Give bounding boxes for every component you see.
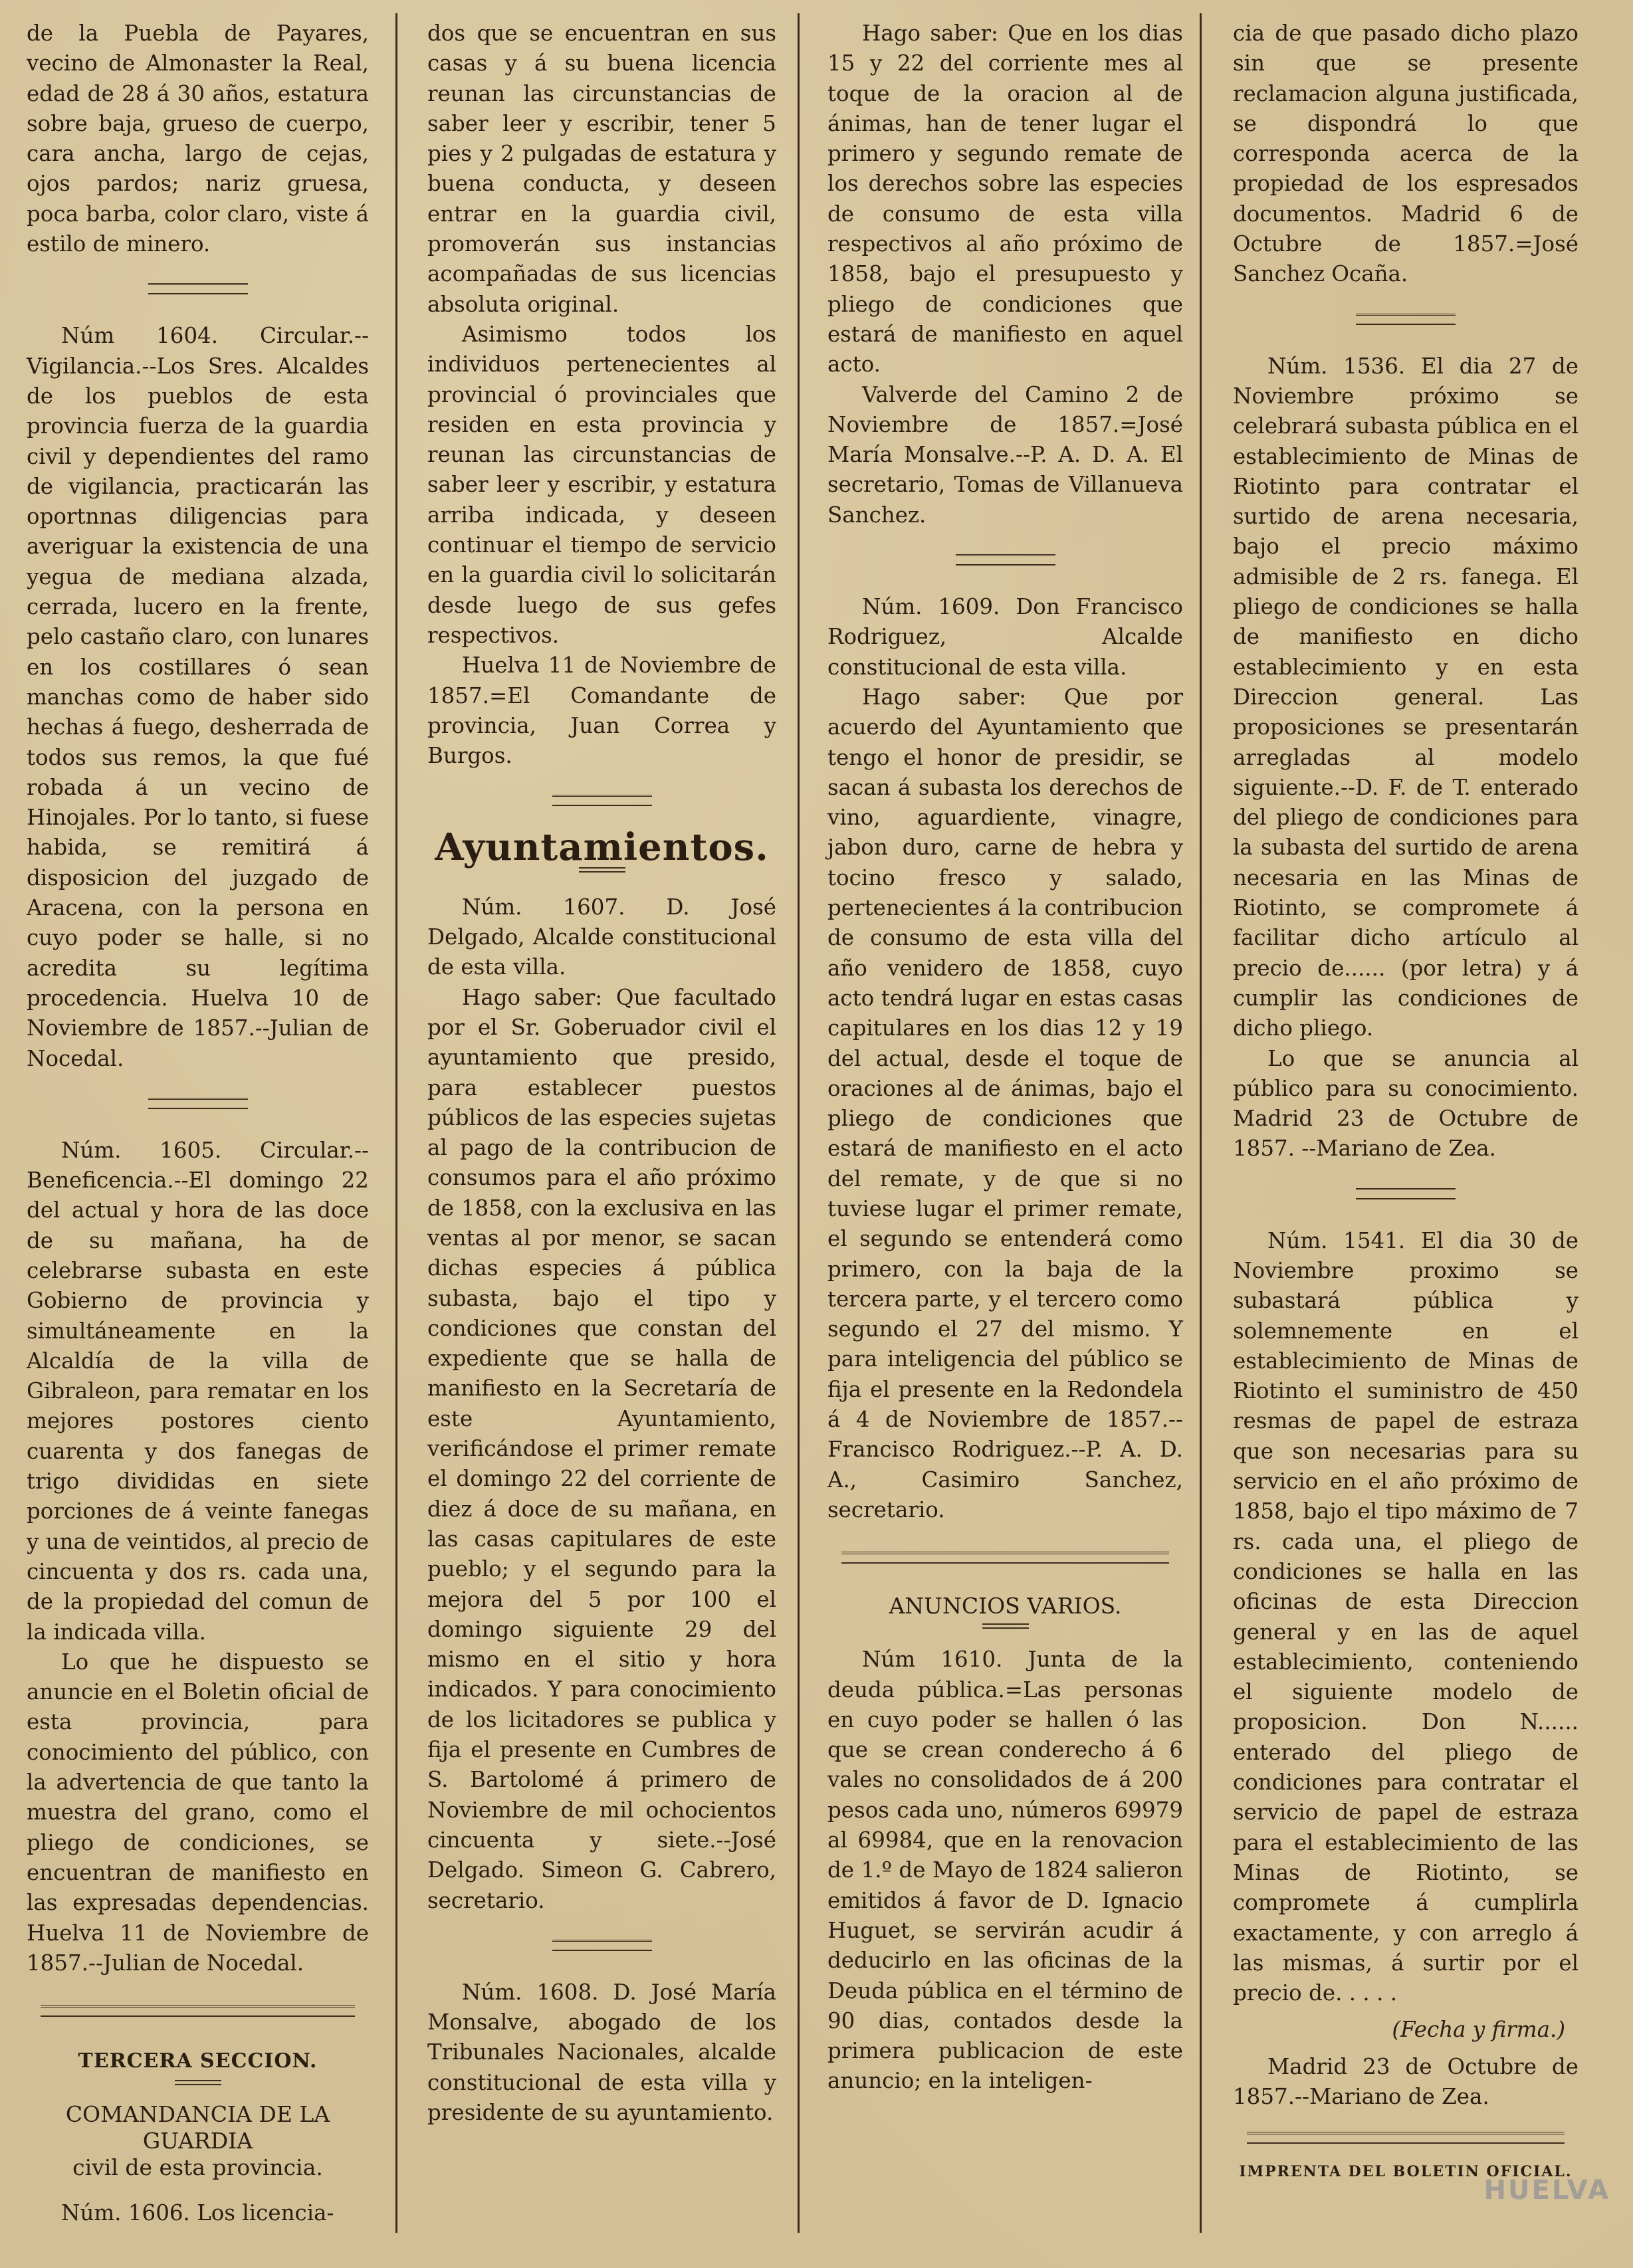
separator xyxy=(148,283,248,294)
notice-text: Lo que se anuncia al público para su conocimiento. Madrid 23 de Octubre de 1857. --Mariano de Zea. xyxy=(1233,1045,1579,1162)
column-rule xyxy=(1200,13,1202,2233)
subheading: civil de esta provincia. xyxy=(72,2154,323,2181)
notice-text: Hago saber: Que en los dias 15 y 22 del corriente mes al toque de la oracion al de ánimas, han de tener lugar el primero y segundo remate de los derechos sobre las especies de consumo de esta villa respectivos al año próximo de 1858, bajo el presupuesto y pliego de condiciones que estará de manifiesto en aquel acto. xyxy=(827,21,1183,377)
notice-text: dos que se encuentran en sus casas y á su buena licencia reunan las circunstancias de saber leer y escribir, tener 5 pies y 2 pulgadas de estatura y buena conducta, y deseen entrar en la guardia civil, promoverán sus instancias acompañadas de sus licencias absoluta original. xyxy=(427,21,776,317)
column-1 xyxy=(27,19,369,2229)
notice-1609: Núm. 1609. Don Francisco Rodriguez, Alcalde constitucional de esta villa. xyxy=(827,594,1183,680)
notice-text: cia de que pasado dicho plazo sin que se presente reclamacion alguna justificada, se dispondrá lo que corresponda acerca de la propiedad de los espresados documentos. Madrid 6 de Octubre de 1857.=José Sanchez Ocaña. xyxy=(1233,21,1579,287)
separator xyxy=(1356,1188,1456,1199)
notice-text: Lo que he dispuesto se anuncie en el Boletin oficial de esta provincia, para conocimiento del público, con la advertencia de que tanto la muestra del grano, como el pliego de condiciones, se encuentran de manifiesto en las expresadas dependencias. Huelva 11 de Noviembre de 1857.--Julian de Nocedal. xyxy=(27,1649,369,1976)
separator xyxy=(552,1940,652,1951)
notice-text: Hago saber: Que por acuerdo del Ayuntamiento que tengo el honor de presidir, se sacan á subasta los derechos de vino, aguardiente, vinagre, jabon duro, carne de hebra y tocino fresco y salado, pertenecientes á la contribucion de consumo de esta villa del año venidero de 1858, cuyo acto tendrá lugar en estas casas capitulares en los dias 12 y 19 del actual, desde el toque de oraciones al de ánimas, bajo el pliego de condiciones que estará de manifiesto en el acto del remate, y de que si no tuviese lugar el primer remate, el segundo se entenderá como primero, con la baja de la tercera parte, y el tercero como segundo el 27 del mismo. Y para inteligencia del público se fija el presente en la Redondela á 4 de Noviembre de 1857.--Francisco Rodriguez.--P. A. D. A., Casimiro Sanchez, secretario. xyxy=(827,684,1183,1522)
separator xyxy=(41,2005,356,2017)
separator xyxy=(552,795,652,806)
column-3 xyxy=(827,19,1183,2097)
separator xyxy=(148,1098,248,1109)
separator xyxy=(982,1623,1029,1629)
signature-line: (Fecha y firma.) xyxy=(1392,2017,1565,2043)
separator xyxy=(175,2080,221,2085)
notice-1541: Núm. 1541. El dia 30 de Noviembre proximo se subastará pública y solemnemente en el establecimiento de Minas de Riotinto el suministro de 450 resmas de papel de estraza que son necesarias para su servicio en el año próximo de 1858, bajo el tipo máximo de 7 rs. cada una, el pliego de condiciones se halla en las oficinas de esta Direccion general y en las de aquel establecimiento, conteniendo el siguiente modelo de proposicion. Don N...... enterado del pliego de condiciones para contratar el servicio de papel de estraza para el establecimiento de las Minas de Riotinto, se compromete á cumplirla exactamente, y con arreglo á las mismas, á surtir por el precio de. . . . . xyxy=(1233,1227,1579,2006)
notice-1608: Núm. 1608. D. José María Monsalve, abogado de los Tribunales Nacionales, alcalde constitucional de esta villa y presidente de su ayuntamiento. xyxy=(427,1979,776,2125)
notice-text: de la Puebla de Payares, vecino de Almonaster la Real, edad de 28 á 30 años, estatura sobre baja, grueso de cuerpo, cara ancha, largo de cejas, ojos pardos; nariz gruesa, poca barba, color claro, viste á estilo de minero. xyxy=(27,21,369,257)
notice-1605: Núm. 1605. Circular.--Beneficencia.--El domingo 22 del actual y hora de las doce de su mañana, ha de celebrarse subasta en este Gobierno de provincia y simultáneamente en la Alcaldía de la villa de Gibraleon, para rematar en los mejores postores ciento cuarenta y dos fanegas de trigo divididas en siete porciones de á veinte fanegas y una de veintidos, al precio de cincuenta y dos rs. cada una, de la propiedad del comun de la indicada villa. xyxy=(27,1137,369,1645)
separator xyxy=(956,554,1055,566)
notice-text: Asimismo todos los individuos pertenecientes al provincial ó provinciales que residen en esta provincia y reunan las circunstancias de saber leer y escribir, y estatura arriba indicada, y deseen continuar el tiempo de servicio en la guardia civil lo solicitarán desde luego de sus gefes respectivos. xyxy=(427,321,776,648)
separator xyxy=(841,1552,1168,1564)
column-rule xyxy=(798,13,800,2233)
notice-1607: Núm. 1607. D. José Delgado, Alcalde constitucional de esta villa. xyxy=(427,894,776,980)
section-heading: Ayuntamientos. xyxy=(435,825,769,870)
notice-1610: Núm 1610. Junta de la deuda pública.=Las personas en cuyo poder se hallen ó las que se crean conderecho á 6 vales no consolidados de á 200 pesos cada uno, números 69979 al 69984, que en la renovacion de 1.º de Mayo de 1824 salieron emitidos á favor de D. Ignacio Huguet, se servirán acudir á deducirlo en las oficinas de la Deuda pública en el término de 90 dias, contados desde la primera publicacion de este anuncio; en la inteligen- xyxy=(827,1647,1183,2094)
notice-1536: Núm. 1536. El dia 27 de Noviembre próximo se celebrará subasta pública en el establecimiento de Minas de Riotinto para contratar el surtido de arena necesaria, bajo el precio máximo admisible de 2 rs. fanega. El pliego de condiciones se halla de manifiesto en dicho establecimiento y en esta Direccion general. Las proposiciones se presentarán arregladas al modelo siguiente.--D. F. de T. enterado del pliego de condiciones para la subasta del surtido de arena necesaria en las Minas de Riotinto, se compromete á facilitar dicho artículo al precio de...... (por letra) y á cumplir las condiciones de dicho pliego. xyxy=(1233,353,1579,1041)
column-4 xyxy=(1233,19,1579,2188)
column-rule xyxy=(395,13,397,2233)
notice-1604: Núm 1604. Circular.--Vigilancia.--Los Sres. Alcaldes de los pueblos de esta provincia fuerza de la guardia civil y dependientes del ramo de vigilancia, practicarán las oportnnas diligencias para averiguar la existencia de una yegua de mediana alzada, cerrada, lucero en la frente, pelo castaño claro, con lunares en los costillares ó sean manchas como de haber sido hechas á fuego, desherrada de todos sus remos, la que fué robada á un vecino de Hinojales. Por lo tanto, si fuese habida, se remitirá á disposicion del juzgado de Aracena, con la persona en cuyo poder se halle, si no acredita su legítima procedencia. Huelva 10 de Noviembre de 1857.--Julian de Nocedal. xyxy=(27,323,369,1071)
imprint: IMPRENTA DEL BOLETIN OFICIAL. xyxy=(1239,2163,1573,2181)
separator xyxy=(1247,2132,1565,2144)
watermark-text: HUELVA xyxy=(1483,2175,1610,2206)
notice-text: Huelva 11 de Noviembre de 1857.=El Comandante de provincia, Juan Correa y Burgos. xyxy=(427,653,776,769)
library-watermark xyxy=(1371,2175,1610,2248)
section-heading: ANUNCIOS VARIOS. xyxy=(889,1593,1122,1619)
separator xyxy=(1356,314,1456,325)
notice-1606: Núm. 1606. Los licencia- xyxy=(61,2200,334,2226)
notice-text: Madrid 23 de Octubre de 1857.--Mariano de Zea. xyxy=(1233,2053,1579,2109)
column-2 xyxy=(427,19,776,2128)
subheading: COMANDANCIA DE LA GUARDIA xyxy=(65,2101,330,2154)
notice-text: Valverde del Camino 2 de Noviembre de 1857.=José María Monsalve.--P. A. D. A. El secretario, Tomas de Villanueva Sanchez. xyxy=(827,381,1183,528)
notice-text: Hago saber: Que facultado por el Sr. Goberuador civil el ayuntamiento que presido, para establecer puestos públicos de las especies sujetas al pago de la contribucion de consumos para el año próximo de 1858, con la exclusiva en las ventas al por menor, se sacan dichas especies á pública subasta, bajo el tipo y condiciones que constan del expediente que se halla de manifiesto en la Secretaría de este Ayuntamiento, verificándose el primer remate el domingo 22 del corriente de diez á doce de su mañana, en las casas capitulares de este pueblo; y el segundo para la mejora del 5 por 100 el domingo siguiente 29 del mismo en el sitio y hora indicados. Y para conocimiento de los licitadores se publica y fija el presente en Cumbres de S. Bartolomé á primero de Noviembre de mil ochocientos cincuenta y siete.--José Delgado. Simeon G. Cabrero, secretario. xyxy=(427,984,776,1913)
section-title: TERCERA SECCION. xyxy=(78,2049,318,2073)
